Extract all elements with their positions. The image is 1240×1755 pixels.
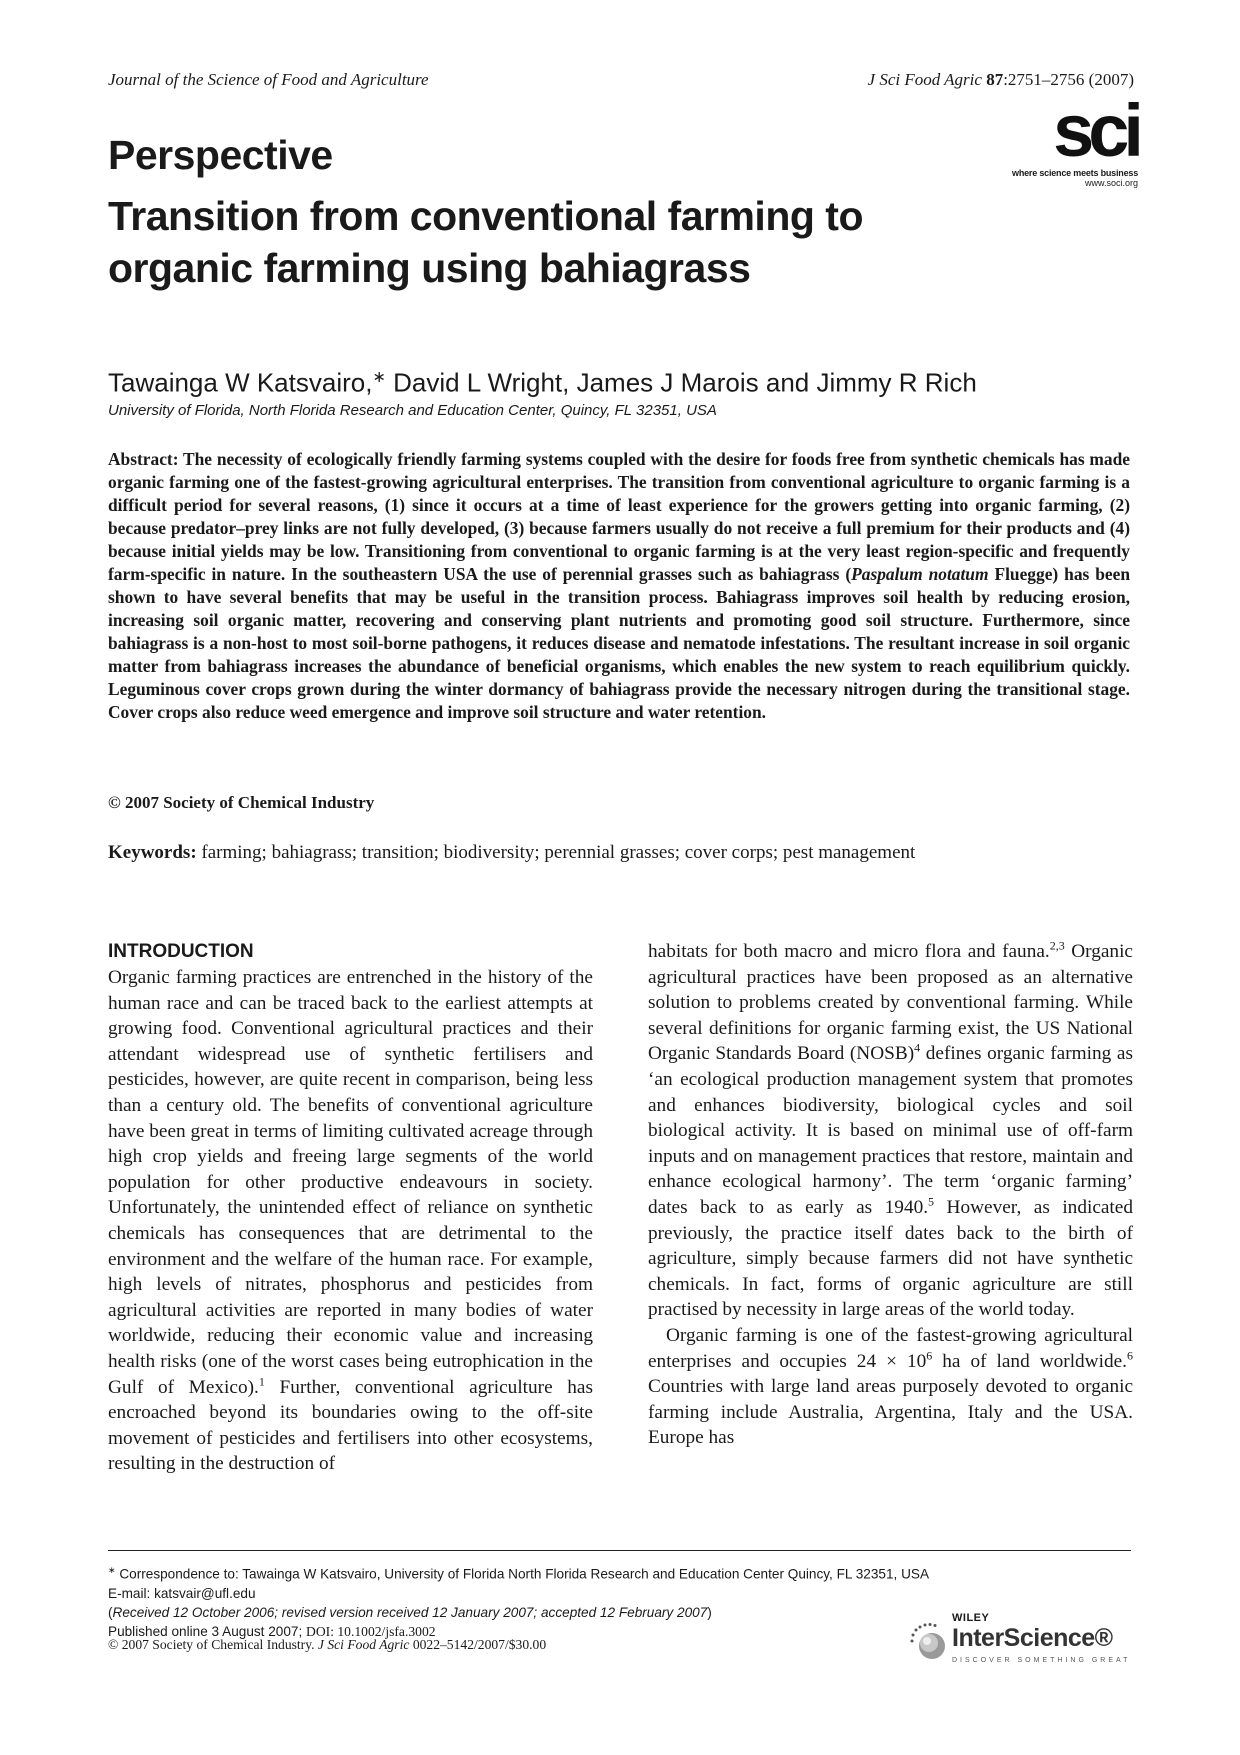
paragraph-text: ha of land worldwide.	[932, 1350, 1127, 1372]
paragraph-text: defines organic farming as ‘an ecological production management system that promotes and enhances biodiversity, biological cycles and soil biological activity. It is based on minimal use of off-farm inputs and on management practices that restore, maintain and enhance ecological harmony’. The term ‘organic farming’ dates back to as early as 1940.	[648, 1043, 1133, 1218]
abstract-copyright: © 2007 Society of Chemical Industry	[108, 793, 375, 812]
sci-logo-url: www.soci.org	[1084, 178, 1138, 188]
abstract-species: Paspalum notatum	[851, 564, 989, 584]
body-column-left	[108, 939, 593, 1477]
citation-ref: 6	[1127, 1348, 1133, 1363]
corresponding-mark: ∗	[372, 369, 386, 386]
globe-icon	[910, 1622, 950, 1662]
doi-link[interactable]: DOI: 10.1002/jsfa.3002	[306, 1623, 436, 1639]
copyright-text: © 2007 Society of Chemical Industry.	[108, 1637, 318, 1652]
exponent: 6	[926, 1348, 933, 1363]
correspondence-note	[108, 1561, 1008, 1584]
received-text: Received 12 October 2006; revised version received 12 January 2007; accepted 12 February 2007	[112, 1604, 708, 1620]
received-dates	[108, 1603, 1008, 1622]
title-line-2: organic farming using bahiagrass	[108, 245, 751, 291]
citation-volume: 87	[986, 70, 1004, 89]
article-title	[108, 190, 1008, 294]
correspondence-text: Correspondence to: Tawainga W Katsvairo, University of Florida North Florida Research and Education Center Quincy, FL 32351, USA	[115, 1566, 930, 1582]
paren-open: (	[108, 1604, 113, 1620]
footer-copyright	[108, 1637, 546, 1653]
keywords-text: farming; bahiagrass; transition; biodiversity; perennial grasses; cover corps; pest management	[196, 842, 916, 863]
author-list	[108, 367, 977, 399]
keywords-label: Keywords:	[108, 842, 197, 863]
affiliation: University of Florida, North Florida Research and Education Center, Quincy, FL 32351, USA	[108, 402, 717, 419]
paragraph-intro-2	[648, 1323, 1133, 1451]
correspondence-mark: ∗	[108, 1565, 116, 1575]
paragraph-text: However, as indicated previously, the practice itself dates back to the birth of agriculture, simply because farmers did not have synthetic chemicals. In fact, forms of organic agriculture are still practised by necessity in large areas of the world today.	[648, 1196, 1133, 1321]
wiley-interscience-logo	[902, 1612, 1132, 1682]
abstract-label: Abstract:	[108, 449, 179, 469]
article-type: Perspective	[108, 132, 333, 178]
copyright-journal: J Sci Food Agric	[317, 1637, 410, 1652]
keywords	[108, 842, 915, 864]
author-others: David L Wright, James J Marois and Jimmy R Rich	[385, 367, 977, 398]
abstract	[108, 448, 1130, 724]
citation-ref: 4	[914, 1040, 921, 1055]
interscience-wordmark: InterScience®	[952, 1624, 1113, 1652]
paragraph-text: Organic farming practices are entrenched in the history of the human race and can be traced back to the earliest attempts at growing food. Conventional agricultural practices and their attendant widespread use of synthetic fertilisers and pesticides, however, are quite recent in comparison, being less than a century old. The benefits of conventional agriculture have been great in terms of limiting cultivated acreage through high crop yields and freeing large segments of the world population for other productive endeavours in society. Unfortunately, the unintended effect of reliance on synthetic chemicals has consequences that are detrimental to the environment and the welfare of the human race. For example, high levels of nitrates, phosphorus and pesticides from agricultural activities are reported in many bodies of water worldwide, reducing their economic value and increasing health risks (one of the worst cases being eutrophication in the Gulf of Mexico).	[108, 967, 593, 1398]
wiley-label: WILEY	[952, 1612, 990, 1624]
paragraph-text: Countries with large land areas purposely devoted to organic farming include Australia, Argentina, Italy and the USA. Europe has	[648, 1376, 1133, 1449]
sci-logo-tagline: where science meets business	[1012, 168, 1138, 178]
email-link[interactable]: E-mail: katsvair@ufl.edu	[108, 1585, 256, 1601]
interscience-tagline: DISCOVER SOMETHING GREAT	[952, 1657, 1131, 1664]
abstract-text-b: Fluegge) has been shown to have several benefits that may be useful in the transition process. Bahiagrass improves soil health by reducing erosion, increasing soil organic matter, recovering and conserving plant nutrients and promoting good soil structure. Furthermore, since bahiagrass is a non-host to most soil-borne pathogens, it reduces disease and nematode infestations. The resultant increase in soil organic matter from bahiagrass increases the abundance of beneficial organisms, which enables the new system to reach equilibrium quickly. Leguminous cover crops grown during the winter dormancy of bahiagrass provide the necessary nitrogen during the transitional stage. Cover crops also reduce weed emergence and improve soil structure and water retention.	[108, 564, 1131, 722]
paragraph-text: Organic farming is one of the fastest-growing agricultural enterprises and occupies 24 × 10	[648, 1324, 1133, 1372]
sci-logo-mark: sci	[1053, 89, 1138, 172]
running-head-journal: Journal of the Science of Food and Agriculture	[108, 70, 429, 89]
paragraph-text: Organic agricultural practices have been proposed as an alternative solution to problems created by conventional farming. While several definitions for organic farming exist, the US National Organic Standards Board (NOSB)	[648, 941, 1133, 1065]
footer-divider	[108, 1550, 1131, 1551]
paragraph-text: habitats for both macro and micro flora and fauna.	[648, 941, 1050, 962]
running-head-citation	[868, 70, 1134, 90]
title-line-1: Transition from conventional farming to	[108, 193, 863, 239]
copyright-issn: 0022–5142/2007/$30.00	[409, 1637, 547, 1652]
author-first: Tawainga W Katsvairo,	[108, 367, 373, 398]
citation-pages: :2751–2756 (2007)	[1003, 70, 1134, 89]
footnotes	[108, 1561, 1008, 1641]
paragraph-intro-1-cont	[648, 939, 1133, 1323]
sci-logo	[1010, 89, 1138, 200]
published-text: Published online 3 August 2007;	[108, 1623, 307, 1639]
abstract-text-a: The necessity of ecologically friendly farming systems coupled with the desire for foods free from synthetic chemicals has made organic farming one of the fastest-growing agricultural enterprises. The transition from conventional agriculture to organic farming is a difficult period for several reasons, (1) since it occurs at a time of least experience for the growers getting into organic farming, (2) because predator–prey links are not fully developed, (3) because farmers usually do not receive a full premium for their products and (4) because initial yields may be low. Transitioning from conventional to organic farming is at the very least region-specific and frequently farm-specific in nature. In the southeastern USA the use of perennial grasses such as bahiagrass (	[108, 449, 1130, 584]
citation-ref: 5	[928, 1194, 935, 1209]
paragraph-text: Further, conventional agriculture has encroached beyond its boundaries owing to the off-site movement of pesticides and fertilisers into other ecosystems, resulting in the destruction of	[108, 1376, 593, 1475]
body-column-right	[648, 939, 1133, 1451]
paragraph-intro-1	[108, 965, 593, 1477]
paren-close: )	[707, 1604, 712, 1620]
citation-journal: J Sci Food Agric	[867, 70, 982, 89]
citation-ref: 2,3	[1049, 938, 1065, 953]
section-heading-introduction: INTRODUCTION	[108, 941, 254, 962]
citation-ref: 1	[258, 1374, 265, 1389]
